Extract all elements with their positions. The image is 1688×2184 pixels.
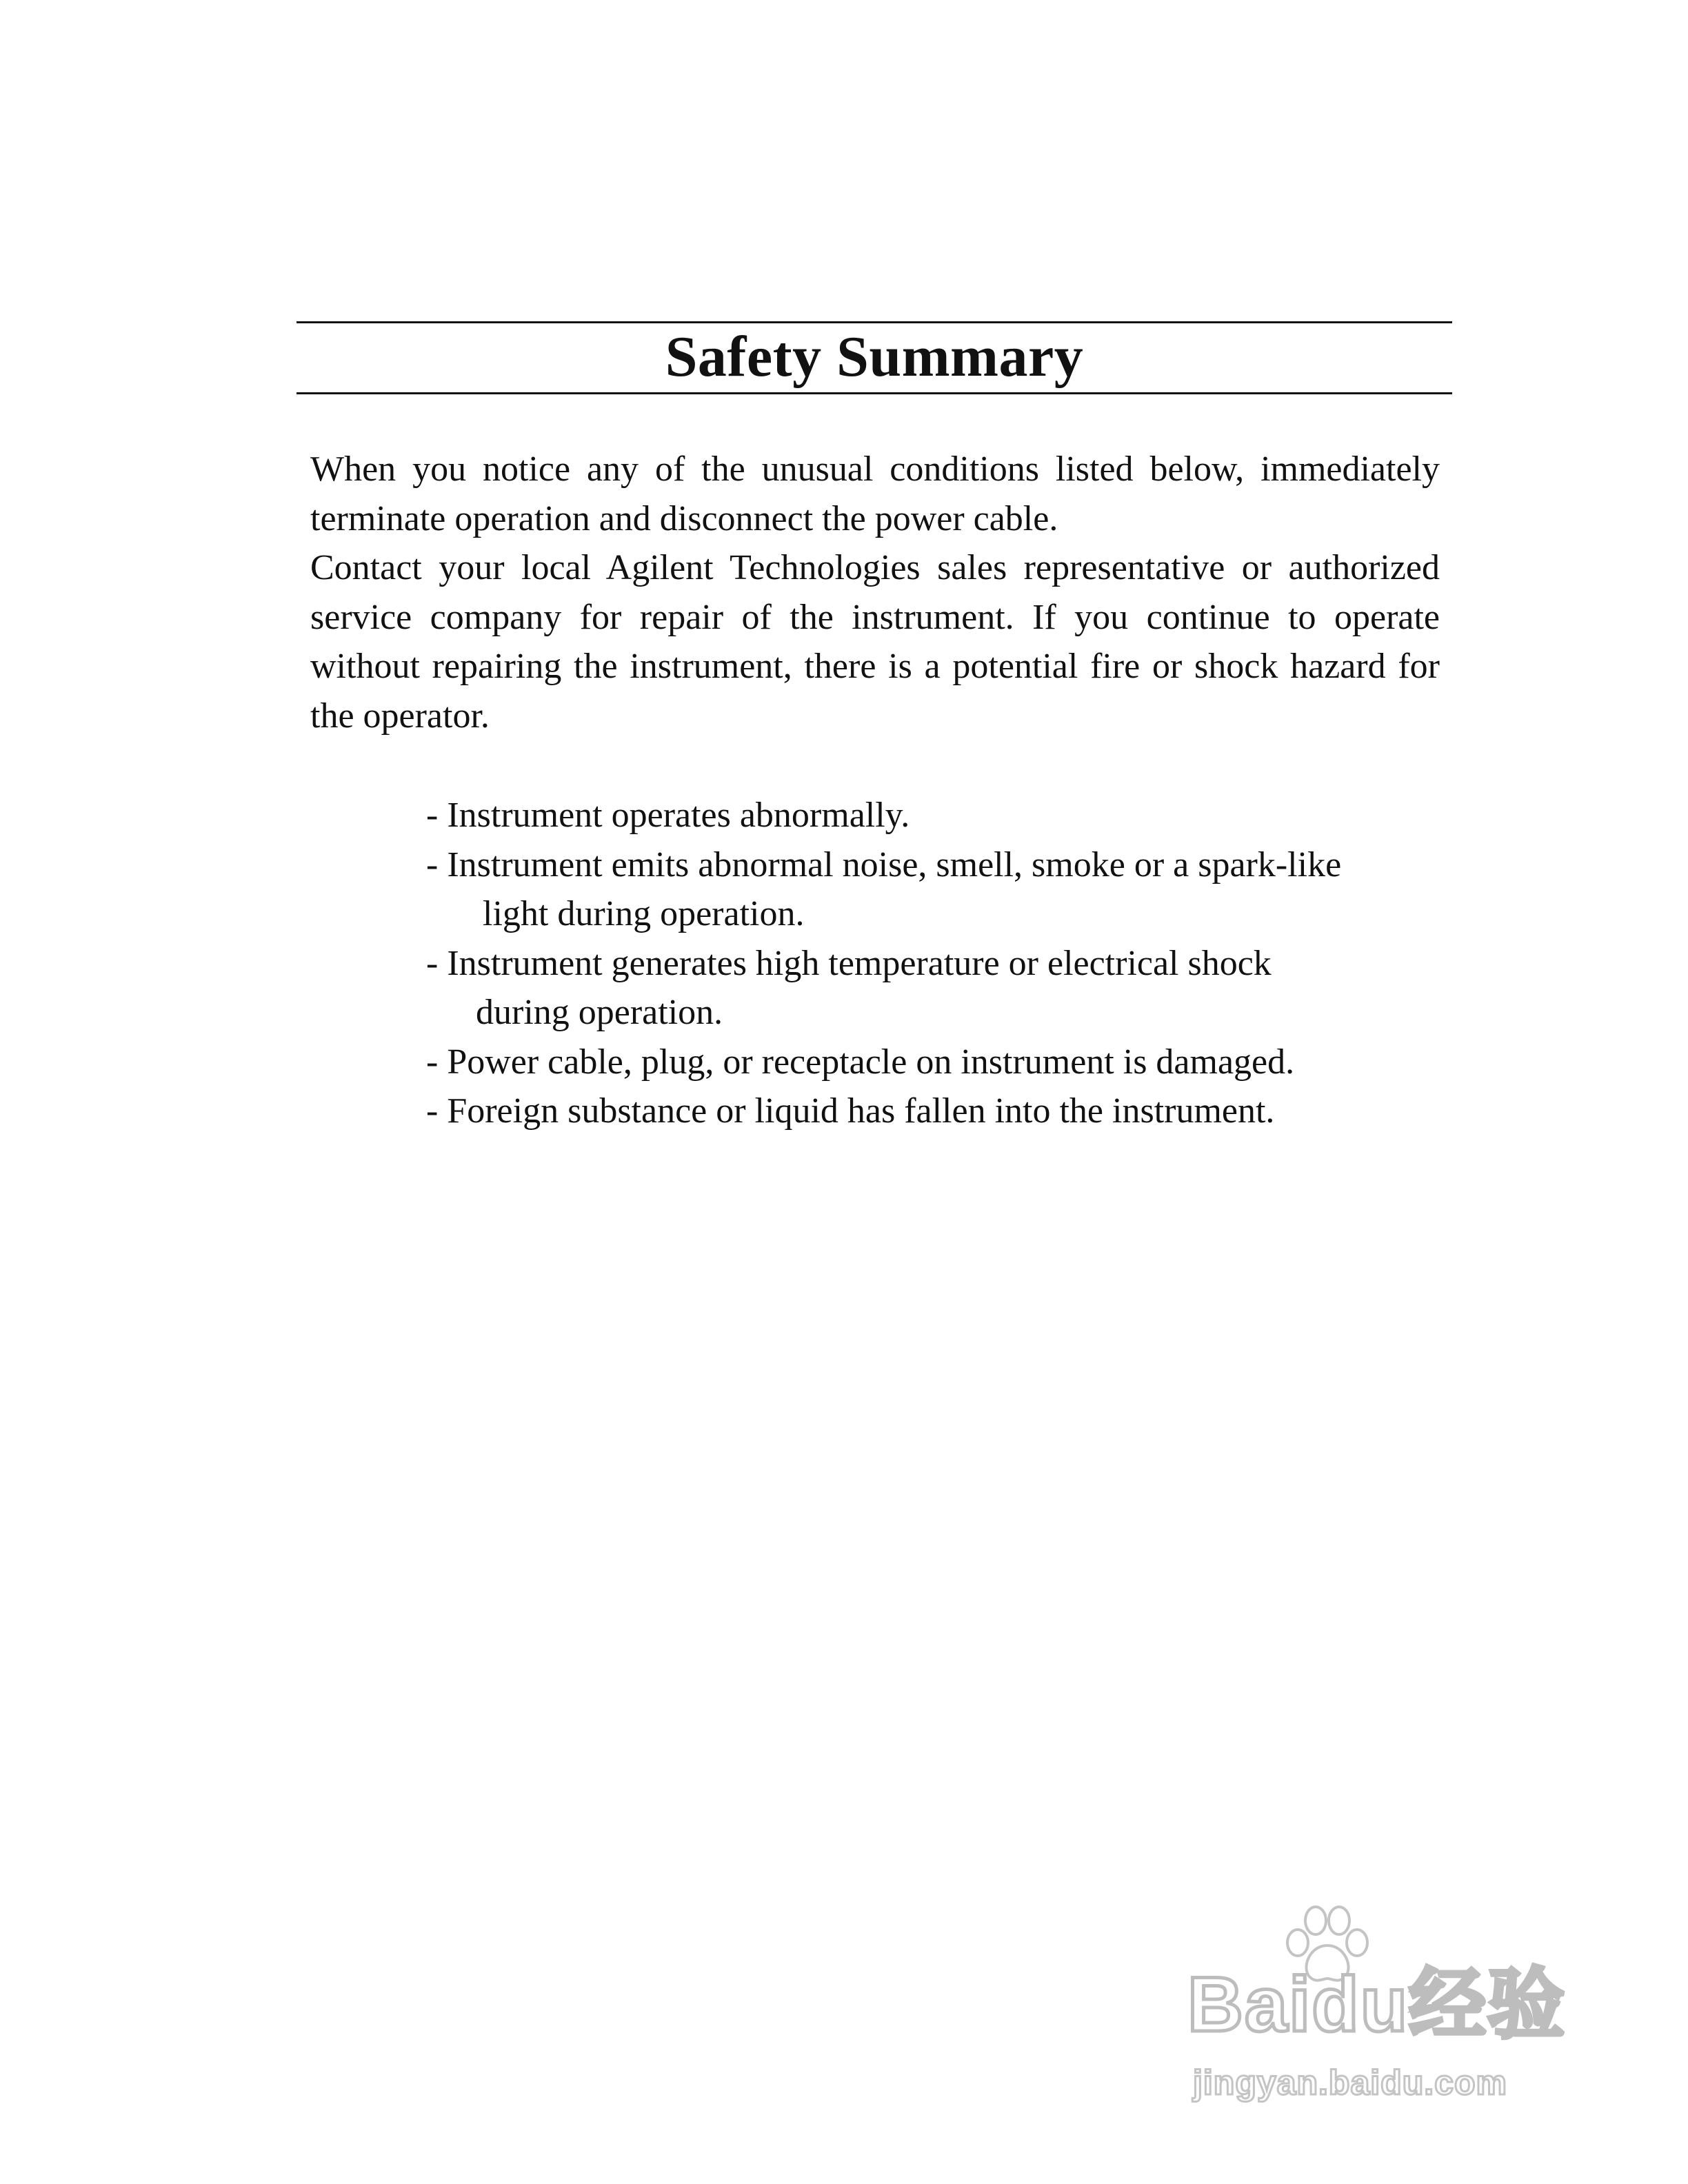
paragraph-terminate-operation: When you notice any of the unusual conditions listed below, immediately terminate operation and disconnect the power cable. bbox=[310, 449, 1440, 538]
watermark-brand: Baidu经验 bbox=[1187, 1961, 1567, 2048]
list-item bbox=[426, 1086, 1440, 1136]
baidu-jingyan-watermark bbox=[1179, 1903, 1579, 2110]
paragraph-contact-representative: Contact your local Agilent Technologies sales representative or authorized service company for repair of the instrument. If you continue to operate without repairing the instrument, there is a potential fire or shock hazard for the operator. bbox=[310, 548, 1440, 736]
list-item bbox=[426, 791, 1440, 840]
list-item-continuation: during operation. bbox=[476, 993, 723, 1032]
list-item bbox=[426, 939, 1440, 1038]
list-item-text: - Instrument operates abnormally. bbox=[426, 796, 910, 835]
list-item-text: - Instrument generates high temperature or electrical shock bbox=[426, 943, 1272, 983]
list-item-text: - Power cable, plug, or receptacle on instrument is damaged. bbox=[426, 1042, 1295, 1082]
list-item bbox=[426, 1038, 1440, 1087]
unusual-conditions-list bbox=[426, 791, 1440, 1136]
list-item-text: - Foreign substance or liquid has fallen into the instrument. bbox=[426, 1091, 1275, 1131]
list-item bbox=[426, 840, 1440, 939]
watermark-url: jingyan.baidu.com bbox=[1193, 2063, 1507, 2102]
page-title: Safety Summary bbox=[665, 325, 1084, 389]
list-item-continuation: light during operation. bbox=[483, 894, 805, 933]
intro-text bbox=[310, 445, 1440, 740]
list-item-text: - Instrument emits abnormal noise, smell, smoke or a spark-like bbox=[426, 845, 1342, 884]
title-bottom-rule bbox=[297, 392, 1452, 394]
